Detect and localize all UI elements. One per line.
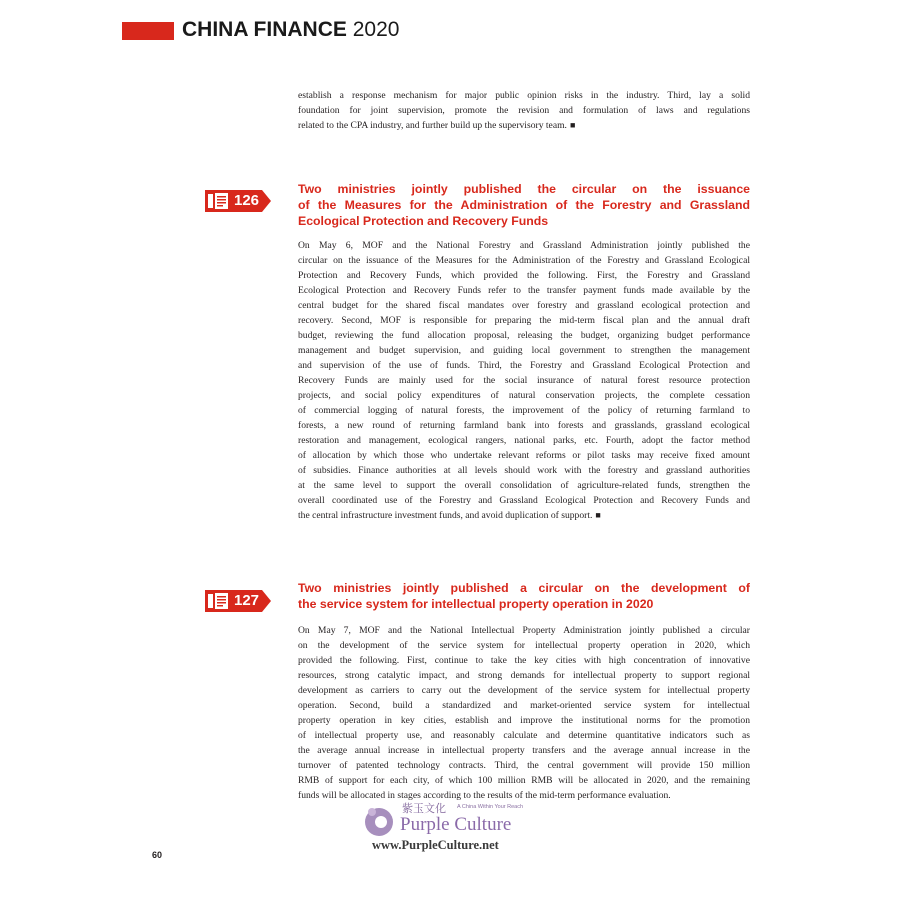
end-marker: ■: [595, 510, 601, 520]
text-line: Recovery Funds are mainly used for the social insurance of natural forest resource protection: [298, 375, 750, 386]
text-line: of commercial logging of natural forests, the improvement of the policy of returning farmland to: [298, 405, 750, 416]
section-body-127: [298, 623, 750, 803]
text-line: recovery. Second, MOF is responsible for preparing the mid-term fiscal plan and the annual draft: [298, 315, 750, 326]
text-line: and supervision of the use of funds. Third, the Forestry and Grassland Ecological Protection and: [298, 360, 750, 371]
end-marker: ■: [569, 120, 576, 130]
text-line: turnover of patented technology contracts. Third, the central government will provide 150 million: [298, 760, 750, 771]
text-line: the average annual increase in intellectual property transfers and the average annual increase in the: [298, 745, 750, 756]
text-line: foundation for joint supervision, promote the revision and formulation of laws and regulations: [298, 105, 750, 116]
text-line: establish a response mechanism for major public opinion risks in the industry. Third, lay a solid: [298, 90, 750, 101]
header-title: CHINA FINANCE: [182, 18, 347, 41]
text-line: provided the following. First, continue to take the key cities with high concentration of innovative: [298, 655, 750, 666]
text-line: at the same level to support the overall consolidation of agriculture-related funds, strengthen the: [298, 480, 750, 491]
page-number: 60: [152, 850, 163, 860]
text-line: On May 7, MOF and the National Intellectual Property Administration jointly published a circular: [298, 625, 750, 636]
title-line: Two ministries jointly published a circular on the development of: [298, 581, 750, 595]
watermark-url: www.PurpleCulture.net: [372, 838, 499, 852]
watermark-chinese: 紫玉文化: [402, 802, 446, 815]
text-line: development as carriers to carry out the development of the service system for intellectual property: [298, 685, 750, 696]
title-line: Two ministries jointly published the circular on the issuance: [298, 182, 750, 196]
text-line: On May 6, MOF and the National Forestry and Grassland Administration jointly published the: [298, 240, 750, 251]
text-line: property operation in key cities, establish and improve the institutional norms for the promotion: [298, 715, 750, 726]
header-accent-bar: [122, 22, 174, 40]
policy-number: 127: [234, 592, 260, 609]
text-line: operation. Second, build a standardized and market-oriented service system for intellectual: [298, 700, 750, 711]
text-line: budget, reviewing the fund allocation proposal, releasing the budget, organizing budget performance: [298, 330, 750, 341]
text-line: central budget for the shared fiscal mandates over forestry and grassland ecological protection and: [298, 300, 750, 311]
watermark-tagline: A China Within Your Reach: [457, 804, 524, 810]
text-line: overall coordinated use of the Forestry and Grassland Ecological Protection and Recovery Funds and: [298, 495, 750, 506]
section-title-126: [298, 181, 750, 229]
policy-badge-127: [205, 590, 271, 612]
running-header: [182, 17, 399, 43]
text-line: management and budget supervision, and guiding local government to strengthen the management: [298, 345, 750, 356]
text-line: of intellectual property use, and reasonably calculate and determine quantitative indicators such as: [298, 730, 750, 741]
title-line: the service system for intellectual property operation in 2020: [298, 597, 654, 611]
text-line: projects, and social policy expenditures of natural conservation projects, the complete cessation: [298, 390, 750, 401]
policy-number: 126: [234, 192, 260, 209]
text-line: circular on the issuance of the Measures for the Administration of the Forestry and Grassland Ecological: [298, 255, 750, 266]
title-line: of the Measures for the Administration of the Forestry and Grassland: [298, 198, 750, 212]
policy-badge-126: [205, 190, 271, 212]
text-line: RMB of support for each city, of which 100 million RMB will be allocated in 2020, and the remaining: [298, 775, 750, 786]
header-year: 2020: [352, 18, 400, 41]
text-line: the central infrastructure investment funds, and avoid duplication of support. ■: [298, 510, 601, 521]
text-line: related to the CPA industry, and further build up the supervisory team. ■: [298, 120, 576, 131]
text-line: funds will be allocated in stages according to the results of the mid-term performance evaluation.: [298, 790, 671, 801]
watermark-name: Purple Culture: [400, 814, 512, 835]
section-body-126: [298, 238, 750, 523]
text-line: Protection and Recovery Funds, which provided the following. First, the Forestry and Grassland: [298, 270, 750, 281]
title-line: Ecological Protection and Recovery Funds: [298, 214, 549, 228]
section-title-127: [298, 580, 750, 612]
text-line: on the development of the service system for intellectual property operation in 2020, which: [298, 640, 750, 651]
intro-paragraph: [298, 88, 750, 133]
text-line: restoration and management, ecological rangers, national parks, etc. Fourth, adopt the factor method: [298, 435, 750, 446]
text-line: of subsidies. Finance authorities at all levels should work with the forestry and grassland authorities: [298, 465, 750, 476]
text-line: of allocation by which those who undertake relevant reforms or pilot tasks may receive fixed amount: [298, 450, 750, 461]
text-line: Ecological Protection and Recovery Funds refer to the transfer payment funds made available by the: [298, 285, 750, 296]
text-line: resources, strong catalytic impact, and strong demands for intellectual property to support regional: [298, 670, 750, 681]
text-line: forests, a new round of returning farmland bank into forests and grasslands, grassland ecological: [298, 420, 750, 431]
